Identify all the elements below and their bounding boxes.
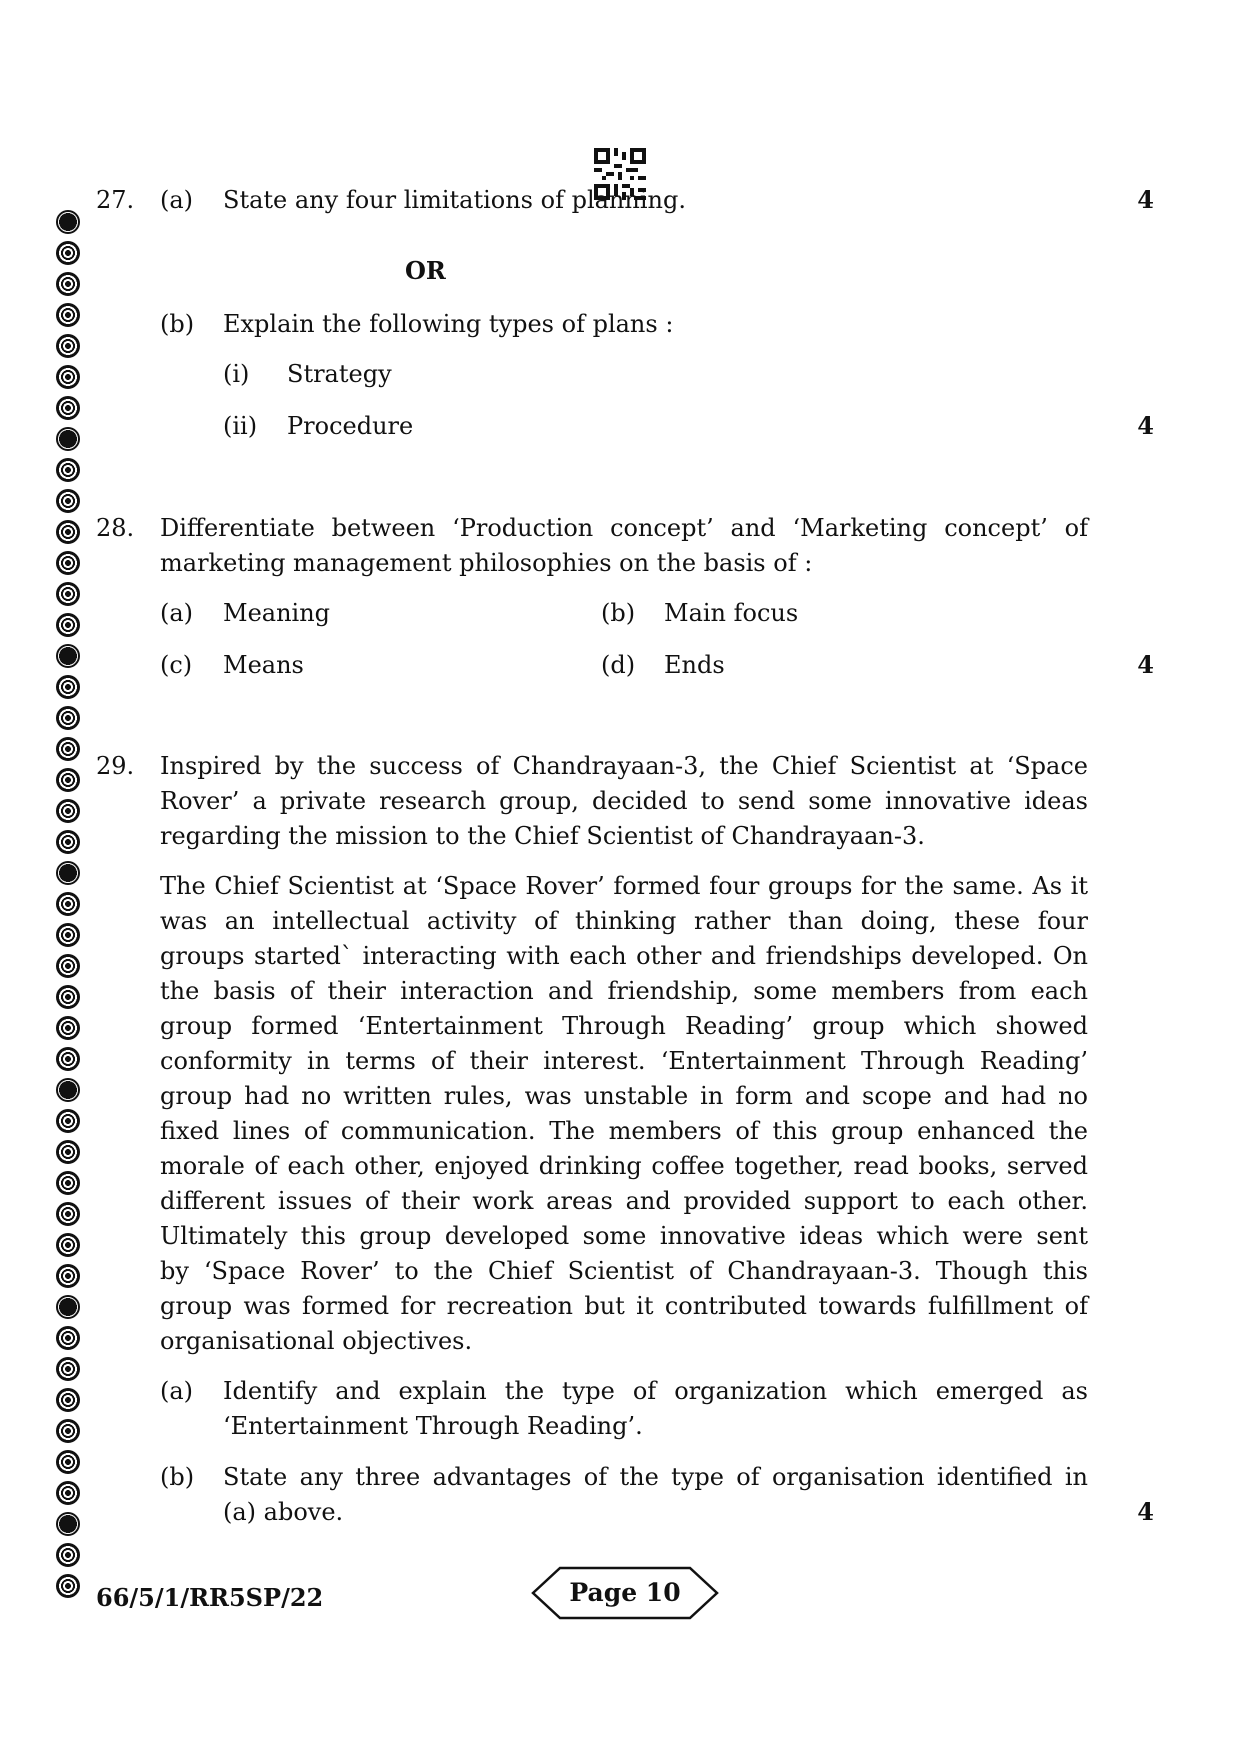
margin-ring-icon (56, 892, 80, 916)
sub-option-label: (i) (223, 360, 250, 388)
margin-ring-icon (56, 954, 80, 978)
margin-ring-icon (56, 582, 80, 606)
marks: 4 (1137, 1497, 1154, 1526)
margin-ring-icon (56, 1419, 80, 1443)
case-line: by ‘Space Rover’ to the Chief Scientist of Chandrayaan-3. Though this (160, 1257, 1088, 1285)
case-line: different issues of their work areas and provided support to each other. (160, 1187, 1088, 1215)
marks: 4 (1137, 411, 1154, 440)
margin-ring-icon (56, 613, 80, 637)
margin-ring-icon (56, 1543, 80, 1567)
question-text: Differentiate between ‘Production concept’ and ‘Marketing concept’ of (160, 514, 1088, 542)
margin-ring-icon (56, 272, 80, 296)
question-text: marketing management philosophies on the basis of : (160, 549, 813, 577)
sub-option-text: Strategy (287, 360, 392, 388)
margin-dot-icon (56, 1295, 80, 1319)
margin-ring-icon (56, 1109, 80, 1133)
option-text: Meaning (223, 599, 331, 627)
case-line: group had no written rules, was unstable in form and scope and had no (160, 1082, 1088, 1110)
margin-ring-icon (56, 396, 80, 420)
margin-ring-icon (56, 1233, 80, 1257)
margin-ring-icon (56, 1481, 80, 1505)
margin-dot-icon (56, 1512, 80, 1536)
margin-ring-icon (56, 489, 80, 513)
page-number: Page 10 (569, 1578, 681, 1607)
option-label: (b) (160, 1463, 195, 1491)
margin-ring-icon (56, 303, 80, 327)
option-text: State any three advantages of the type of organisation identified in (223, 1463, 1088, 1491)
paper-code: 66/5/1/RR5SP/22 (96, 1583, 324, 1612)
option-label: (a) (160, 1377, 194, 1405)
margin-ring-icon (56, 241, 80, 265)
option-label: (b) (160, 310, 195, 338)
margin-ring-icon (56, 1016, 80, 1040)
margin-ring-icon (56, 1171, 80, 1195)
option-label: (b) (601, 599, 636, 627)
margin-ring-icon (56, 799, 80, 823)
margin-ring-icon (56, 985, 80, 1009)
margin-ring-icon (56, 520, 80, 544)
margin-ring-icon (56, 1450, 80, 1474)
margin-ring-icon (56, 458, 80, 482)
question-number: 29. (96, 752, 135, 780)
case-line: groups started` interacting with each other and friendships developed. On (160, 942, 1088, 970)
margin-dot-icon (56, 210, 80, 234)
case-line: Ultimately this group developed some innovative ideas which were sent (160, 1222, 1088, 1250)
margin-ring-icon (56, 923, 80, 947)
margin-ring-icon (56, 768, 80, 792)
margin-ring-icon (56, 1388, 80, 1412)
case-line: morale of each other, enjoyed drinking coffee together, read books, served (160, 1152, 1088, 1180)
margin-dot-icon (56, 427, 80, 451)
option-label: (a) (160, 599, 194, 627)
case-line: fixed lines of communication. The members of this group enhanced the (160, 1117, 1088, 1145)
margin-ring-icon (56, 365, 80, 389)
option-text: Ends (664, 651, 725, 679)
margin-ring-icon (56, 706, 80, 730)
margin-ring-icon (56, 1140, 80, 1164)
margin-ring-icon (56, 1047, 80, 1071)
option-text: Means (223, 651, 304, 679)
margin-ring-icon (56, 830, 80, 854)
option-text: (a) above. (223, 1498, 344, 1526)
margin-decoration (56, 210, 86, 1605)
intro-line: Inspired by the success of Chandrayaan-3, the Chief Scientist at ‘Space (160, 752, 1088, 780)
case-line: conformity in terms of their interest. ‘Entertainment Through Reading’ (160, 1047, 1088, 1075)
sub-option-label: (ii) (223, 412, 258, 440)
question-number: 27. (96, 186, 135, 214)
case-line: organisational objectives. (160, 1327, 473, 1355)
margin-ring-icon (56, 1202, 80, 1226)
case-line: was an intellectual activity of thinking rather than doing, these four (160, 907, 1088, 935)
margin-dot-icon (56, 644, 80, 668)
sub-option-text: Procedure (287, 412, 414, 440)
question-text: State any four limitations of planning. (223, 186, 686, 214)
option-label: (a) (160, 186, 194, 214)
option-text: Main focus (664, 599, 799, 627)
question-text: Explain the following types of plans : (223, 310, 674, 338)
margin-ring-icon (56, 1574, 80, 1598)
marks: 4 (1137, 185, 1154, 214)
option-label: (c) (160, 651, 193, 679)
case-line: The Chief Scientist at ‘Space Rover’ formed four groups for the same. As it (160, 872, 1088, 900)
case-line: the basis of their interaction and friendship, some members from each (160, 977, 1088, 1005)
marks: 4 (1137, 650, 1154, 679)
margin-ring-icon (56, 1357, 80, 1381)
option-label: (d) (601, 651, 636, 679)
option-text: Identify and explain the type of organization which emerged as (223, 1377, 1088, 1405)
margin-ring-icon (56, 1326, 80, 1350)
margin-ring-icon (56, 551, 80, 575)
margin-ring-icon (56, 334, 80, 358)
question-number: 28. (96, 514, 135, 542)
margin-ring-icon (56, 675, 80, 699)
case-line: group formed ‘Entertainment Through Reading’ group which showed (160, 1012, 1088, 1040)
margin-ring-icon (56, 1264, 80, 1288)
option-text: ‘Entertainment Through Reading’. (223, 1412, 643, 1440)
intro-line: regarding the mission to the Chief Scientist of Chandrayaan-3. (160, 822, 925, 850)
margin-dot-icon (56, 1078, 80, 1102)
intro-line: Rover’ a private research group, decided to send some innovative ideas (160, 787, 1088, 815)
or-separator: OR (405, 256, 446, 285)
case-line: group was formed for recreation but it contributed towards fulfillment of (160, 1292, 1088, 1320)
margin-dot-icon (56, 861, 80, 885)
margin-ring-icon (56, 737, 80, 761)
